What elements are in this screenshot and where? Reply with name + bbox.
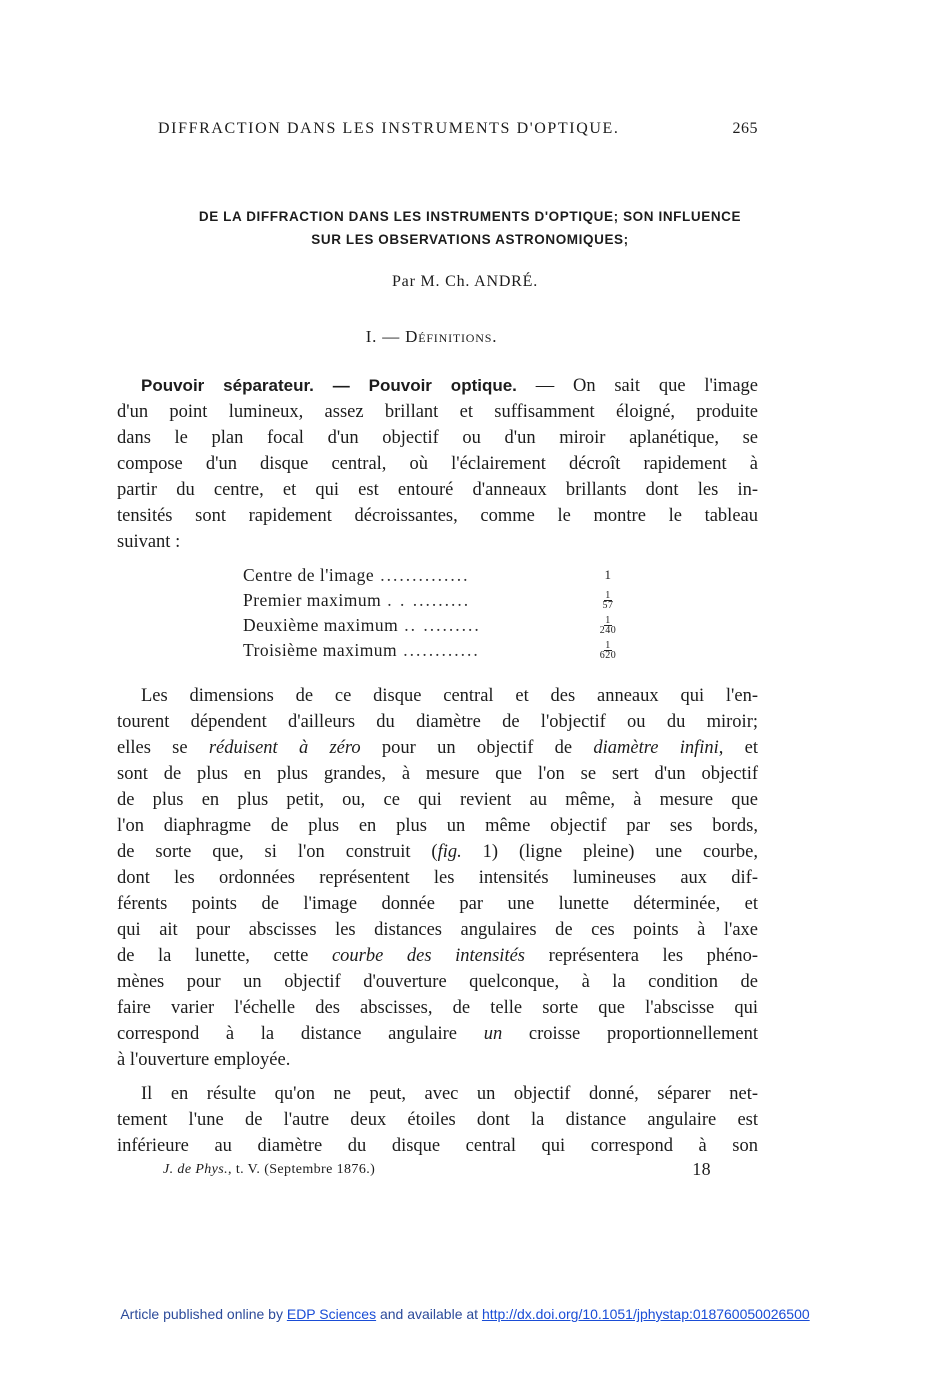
table-row-value: $\frac{1}{240}$ bbox=[599, 615, 617, 636]
paragraph-line: à l'ouverture employée. bbox=[117, 1050, 291, 1070]
paragraph-line: Pouvoir séparateur. — Pouvoir optique. — On sait que l'image bbox=[141, 376, 758, 396]
paragraph-line: Les dimensions de ce disque central et des anneaux qui l'en- bbox=[141, 686, 758, 706]
paragraph-line: sont de plus en plus grandes, à mesure que l'on se sert d'un objectif bbox=[117, 764, 758, 784]
table-row-label: Centre de l'image bbox=[243, 565, 375, 585]
paragraph-line: tourent dépendent d'ailleurs du diamètre de l'objectif ou du miroir; bbox=[117, 712, 758, 732]
running-head-title: DIFFRACTION DANS LES INSTRUMENTS D'OPTIQUE. bbox=[158, 120, 620, 137]
paragraph-line: inférieure au diamètre du disque central qui correspond à son bbox=[117, 1136, 758, 1156]
paragraph-line: d'un point lumineux, assez brillant et suffisamment éloigné, produite bbox=[117, 402, 758, 422]
journal-citation bbox=[163, 1159, 711, 1179]
table-row bbox=[243, 588, 623, 613]
paragraph-line: compose d'un disque central, où l'éclairement décroît rapidement à bbox=[117, 454, 758, 474]
paragraph-line: elles se réduisent à zéro pour un objectif de diamètre infini, et bbox=[117, 738, 759, 758]
paragraph-line: dans le plan focal d'un objectif ou d'un miroir aplanétique, se bbox=[117, 428, 758, 448]
article-title-line-1: DE LA DIFFRACTION DANS LES INSTRUMENTS D'OPTIQUE; SON INFLUENCE bbox=[198, 209, 742, 224]
paragraph-line: qui ait pour abscisses les distances angulaires de ces points à l'axe bbox=[117, 920, 758, 940]
paragraph-line: suivant : bbox=[117, 532, 181, 552]
figure-reference: fig. bbox=[437, 842, 462, 862]
running-head bbox=[158, 120, 758, 138]
table-row-leader: ............ bbox=[403, 640, 480, 660]
paragraph-2 bbox=[117, 683, 758, 1073]
paragraph-line: l'on diaphragme de plus en plus un même objectif par ses bords, bbox=[117, 816, 758, 836]
table-row-value: 1 bbox=[604, 567, 612, 582]
citation-details: , t. V. (Septembre 1876.) bbox=[228, 1162, 376, 1177]
page-number: 265 bbox=[732, 120, 758, 137]
paragraph-line: de sorte que, si l'on construit (fig. 1) (ligne pleine) une courbe, bbox=[117, 842, 758, 862]
journal-name: J. de Phys. bbox=[163, 1162, 229, 1177]
article-title-line-2: SUR LES OBSERVATIONS ASTRONOMIQUES; bbox=[311, 232, 629, 247]
paragraph-line: tement l'une de l'autre deux étoiles dont la distance angulaire est bbox=[117, 1110, 758, 1130]
signature-mark: 18 bbox=[692, 1159, 711, 1179]
table-row-value: $\frac{1}{57}$ bbox=[602, 590, 614, 611]
section-heading: I. — Définitions. bbox=[365, 327, 498, 346]
doi-link[interactable]: http://dx.doi.org/10.1051/jphystap:018760050026500 bbox=[481, 1306, 810, 1322]
paragraph-line: dont les ordonnées représentent les intensités lumineuses aux dif- bbox=[117, 868, 758, 888]
paragraph-line: de la lunette, cette courbe des intensités représentera les phéno- bbox=[117, 946, 758, 966]
author-byline: Par M. Ch. ANDRÉ. bbox=[391, 273, 539, 290]
table-row bbox=[243, 613, 623, 638]
paragraph-line: de plus en plus petit, ou, ce qui revient au même, à mesure que bbox=[117, 790, 758, 810]
paragraph-3 bbox=[117, 1081, 758, 1159]
table-row-leader: .............. bbox=[380, 565, 470, 585]
paragraph-line: mènes pour un objectif d'ouverture quelconque, à la condition de bbox=[117, 972, 758, 992]
article-title bbox=[100, 205, 840, 251]
table-row bbox=[243, 638, 623, 663]
paragraph-line: faire varier l'échelle des abscisses, de telle sorte que l'abscisse qui bbox=[117, 998, 758, 1018]
table-row-label: Deuxième maximum bbox=[243, 615, 399, 635]
paragraph-lead: Pouvoir séparateur. — Pouvoir optique. bbox=[141, 376, 517, 395]
publisher-link[interactable]: EDP Sciences bbox=[286, 1306, 377, 1322]
paragraph-line: partir du centre, et qui est entouré d'anneaux brillants dont les in- bbox=[117, 480, 758, 500]
publisher-line: Article published online by EDP Sciences and available at http://dx.doi.org/10.1051/jphystap:018760050026500 bbox=[120, 1306, 810, 1322]
table-row-label: Troisième maximum bbox=[243, 640, 398, 660]
paragraph-line: tensités sont rapidement décroissantes, comme le montre le tableau bbox=[117, 506, 758, 526]
table-row-leader: . . ......... bbox=[387, 590, 471, 610]
table-row-value: $\frac{1}{620}$ bbox=[599, 640, 617, 661]
table-row-leader: .. ......... bbox=[404, 615, 481, 635]
paragraph-line: correspond à la distance angulaire un croisse proportionnellement bbox=[117, 1024, 758, 1044]
paragraph-line: Il en résulte qu'on ne peut, avec un objectif donné, séparer net- bbox=[141, 1084, 758, 1104]
table-row-label: Premier maximum bbox=[243, 590, 382, 610]
intensity-table bbox=[243, 563, 623, 663]
paragraph-1 bbox=[117, 373, 758, 555]
table-row bbox=[243, 563, 623, 588]
paragraph-line: férents points de l'image donnée par une lunette déterminée, et bbox=[117, 894, 758, 914]
